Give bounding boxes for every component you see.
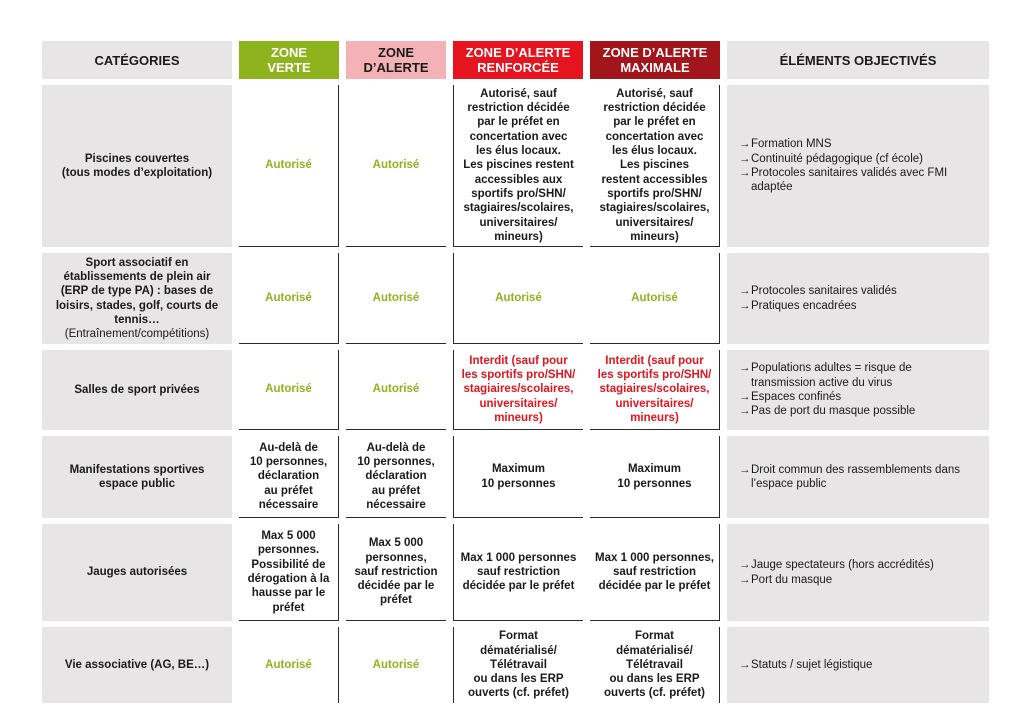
- text-line: stagiaires/scolaires,: [463, 202, 574, 215]
- elements-list: [739, 137, 977, 194]
- text-line: par le préfet en: [477, 116, 560, 129]
- list-item: [739, 361, 977, 390]
- text-line: sportifs pro/SHN/: [471, 187, 566, 200]
- category-line: Manifestations sportives: [69, 463, 205, 476]
- text-line: Maximum: [627, 463, 682, 476]
- text-line: dérogation à la: [247, 573, 330, 585]
- text-line: restriction décidée: [603, 102, 706, 115]
- text-line: Possibilité de: [251, 558, 326, 571]
- text-line: Format: [635, 630, 674, 643]
- text-line: mineurs): [494, 230, 543, 243]
- text-line: Format: [499, 630, 538, 643]
- text-line: restriction décidée: [467, 102, 570, 115]
- list-item-text: Droit commun des rassemblements dans l’espace public: [751, 463, 960, 490]
- cell-elements: [727, 350, 989, 430]
- header-zone-verte-line: ZONE: [270, 45, 308, 60]
- arrow-right-icon: →: [739, 285, 751, 298]
- text-line: Autorisé, sauf: [480, 87, 557, 100]
- text-line: dématérialisé/: [616, 644, 693, 657]
- cell-maximale: [590, 350, 720, 430]
- arrow-right-icon: →: [739, 559, 751, 572]
- category-line: Piscines couvertes: [84, 152, 190, 165]
- cell-renforcee: [453, 85, 583, 247]
- text-line: sauf restriction: [354, 565, 438, 578]
- text-line: universitaires/: [615, 397, 694, 410]
- list-item-text: Pratiques encadrées: [751, 299, 857, 312]
- list-item: [739, 299, 897, 313]
- category-line: loisirs, stades, golf, courts de: [55, 299, 219, 312]
- text-line: Max 1 000 personnes,: [595, 551, 714, 564]
- cell-verte: [239, 436, 339, 518]
- arrow-right-icon: →: [739, 362, 751, 375]
- cell-alerte: Autorisé: [346, 85, 446, 247]
- list-item: [739, 166, 977, 195]
- text-line: personnes.: [257, 544, 320, 557]
- cell-alerte: Autorisé: [372, 658, 420, 671]
- text-line: universitaires/: [479, 397, 558, 410]
- list-item: [739, 390, 977, 404]
- cell-maximale: [590, 524, 720, 621]
- elements-list: [739, 658, 872, 672]
- row-category: [42, 436, 232, 518]
- header-elements: ÉLÉMENTS OBJECTIVÉS: [727, 41, 989, 79]
- cell-elements: [727, 85, 989, 247]
- text-line: les élus locaux.: [475, 145, 561, 158]
- list-item-text: Jauge spectateurs (hors accrédités): [751, 559, 934, 572]
- text-line: 10 personnes: [617, 477, 692, 490]
- text-line: concertation avec: [469, 130, 568, 143]
- text-line: Max 5 000: [368, 537, 424, 550]
- header-zone-renforcee-line: ZONE D’ALERTE: [465, 45, 571, 60]
- text-line: Max 5 000: [261, 530, 316, 543]
- cell-renforcee: [453, 627, 583, 703]
- list-item-text: Populations adultes = risque de transmission active du virus: [751, 362, 912, 389]
- header-zone-maximale: [590, 41, 720, 79]
- list-item-text: Espaces confinés: [751, 391, 842, 403]
- header-zone-renforcee: [453, 41, 583, 79]
- arrow-right-icon: →: [739, 299, 751, 312]
- text-line: sauf restriction: [476, 565, 561, 578]
- text-line: Au-delà de: [259, 441, 318, 454]
- cell-renforcee: Autorisé: [453, 253, 583, 344]
- text-line: sportifs pro/SHN/: [607, 187, 702, 200]
- row-category: [42, 85, 232, 247]
- text-line: stagiaires/scolaires,: [599, 202, 710, 215]
- category-line: (tous modes d’exploitation): [61, 167, 213, 179]
- cell-renforcee: [453, 436, 583, 518]
- zones-table: [42, 41, 990, 703]
- cell-elements: [727, 524, 989, 621]
- list-item: [739, 573, 934, 587]
- text-line: Télétravail: [626, 658, 683, 671]
- text-line: déclaration: [365, 470, 427, 483]
- category-line: Jauges autorisées: [86, 566, 188, 579]
- text-line: mineurs): [494, 411, 543, 424]
- category-line: Vie associative (AG, BE…): [64, 658, 210, 671]
- text-line: les sportifs pro/SHN/: [597, 369, 712, 382]
- text-line: Interdit (sauf pour: [605, 354, 704, 367]
- text-line: au préfet: [371, 484, 421, 497]
- category-line: Sport associatif en: [85, 256, 189, 269]
- text-line: mineurs): [630, 230, 679, 243]
- cell-elements: [727, 253, 989, 344]
- list-item-text: Continuité pédagogique (cf école): [751, 152, 923, 165]
- list-item-text: Formation MNS: [751, 138, 832, 151]
- cell-verte: Autorisé: [239, 253, 339, 344]
- text-line: décidée par le: [357, 580, 435, 593]
- header-zone-verte: [239, 41, 339, 79]
- text-line: préfet: [272, 601, 305, 614]
- text-line: universitaires/: [615, 216, 694, 229]
- arrow-right-icon: →: [739, 463, 751, 476]
- arrow-right-icon: →: [739, 573, 751, 586]
- text-line: stagiaires/scolaires,: [463, 383, 574, 396]
- text-line: 10 personnes,: [357, 456, 435, 469]
- cell-verte: Autorisé: [239, 627, 339, 703]
- elements-list: [739, 463, 977, 492]
- text-line: déclaration: [257, 470, 320, 483]
- text-line: hausse par le: [251, 587, 326, 600]
- category-line: (ERP de type PA) : bases de: [60, 285, 214, 298]
- text-line: personnes,: [365, 551, 427, 564]
- cell-renforcee: [453, 524, 583, 621]
- header-categories: CATÉGORIES: [42, 41, 232, 79]
- elements-list: [739, 284, 897, 313]
- category-line: espace public: [98, 478, 176, 490]
- cell-maximale: [590, 436, 720, 518]
- text-line: les élus locaux.: [611, 145, 697, 158]
- header-zone-alerte-line: ZONE: [377, 45, 415, 60]
- text-line: décidée par le préfet: [598, 580, 711, 593]
- header-zone-alerte-line: D’ALERTE: [363, 60, 429, 75]
- text-line: accessibles aux: [474, 173, 563, 186]
- category-line: Salles de sport privées: [74, 383, 200, 396]
- text-line: ou dans les ERP: [609, 673, 700, 686]
- row-category: [42, 627, 232, 703]
- cell-maximale: [590, 85, 720, 247]
- row-category: [42, 524, 232, 621]
- cell-elements: [727, 436, 989, 518]
- category-line: établissements de plein air: [63, 270, 211, 283]
- arrow-right-icon: →: [739, 658, 751, 671]
- arrow-right-icon: →: [739, 167, 751, 179]
- cell-alerte: Autorisé: [346, 253, 446, 344]
- cell-maximale: Autorisé: [590, 253, 720, 344]
- cell-verte: [239, 524, 339, 621]
- cell-alerte: Autorisé: [346, 350, 446, 430]
- text-line: mineurs): [630, 411, 679, 424]
- cell-alerte: [346, 436, 446, 518]
- header-zone-maximale-line: MAXIMALE: [620, 60, 690, 75]
- text-line: Autorisé, sauf: [616, 87, 693, 100]
- list-item-text: Statuts / sujet légistique: [751, 658, 873, 671]
- elements-list: [739, 361, 977, 418]
- list-item-text: Protocoles sanitaires validés: [751, 285, 897, 298]
- header-zone-maximale-line: ZONE D’ALERTE: [602, 45, 708, 60]
- text-line: Maximum: [491, 463, 546, 476]
- text-line: Les piscines: [619, 159, 690, 172]
- text-line: nécessaire: [258, 498, 319, 511]
- row-category: [42, 253, 232, 344]
- list-item: [739, 658, 872, 672]
- list-item: [739, 463, 977, 492]
- text-line: décidée par le préfet: [462, 580, 575, 593]
- list-item: [739, 558, 934, 572]
- text-line: Télétravail: [490, 658, 547, 671]
- list-item-text: Protocoles sanitaires validés avec FMI adaptée: [751, 167, 948, 194]
- cell-alerte: [346, 524, 446, 621]
- cell-renforcee: [453, 350, 583, 430]
- text-line: Interdit (sauf pour: [469, 354, 568, 367]
- cell-verte: Autorisé: [239, 350, 339, 430]
- elements-list: [739, 558, 934, 587]
- category-subline: (Entraînement/compétitions): [64, 328, 210, 341]
- list-item: [739, 284, 897, 298]
- text-line: Les piscines restent: [463, 159, 574, 172]
- row-category: [42, 350, 232, 430]
- header-zone-verte-line: VERTE: [267, 60, 311, 75]
- text-line: nécessaire: [366, 498, 426, 511]
- text-line: dématérialisé/: [480, 644, 557, 657]
- text-line: sauf restriction: [612, 565, 697, 578]
- text-line: concertation avec: [605, 130, 704, 143]
- text-line: au préfet: [264, 484, 313, 497]
- arrow-right-icon: →: [739, 138, 751, 151]
- text-line: ouverts (cf. préfet): [604, 687, 705, 700]
- text-line: Max 1 000 personnes: [460, 551, 577, 564]
- list-item-text: Port du masque: [751, 573, 833, 586]
- arrow-right-icon: →: [739, 391, 751, 403]
- text-line: universitaires/: [479, 216, 558, 229]
- list-item: [739, 404, 977, 418]
- text-line: stagiaires/scolaires,: [599, 383, 710, 396]
- category-line: tennis…: [114, 313, 160, 326]
- text-line: les sportifs pro/SHN/: [461, 369, 576, 382]
- header-zone-renforcee-line: RENFORCÉE: [477, 60, 559, 75]
- text-line: Au-delà de: [366, 441, 426, 454]
- list-item-text: Pas de port du masque possible: [751, 405, 916, 418]
- header-zone-alerte: [346, 41, 446, 79]
- cell-verte: Autorisé: [239, 85, 339, 247]
- text-line: 10 personnes: [481, 477, 556, 490]
- cell-elements: [727, 627, 989, 703]
- list-item: [739, 152, 977, 166]
- arrow-right-icon: →: [739, 152, 751, 165]
- text-line: restent accessibles: [601, 173, 708, 186]
- list-item: [739, 137, 977, 151]
- cell-maximale: [590, 627, 720, 703]
- arrow-right-icon: →: [739, 405, 751, 418]
- text-line: 10 personnes,: [249, 456, 328, 469]
- text-line: ouverts (cf. préfet): [468, 687, 569, 700]
- text-line: préfet: [380, 594, 412, 607]
- text-line: ou dans les ERP: [473, 673, 564, 686]
- text-line: par le préfet en: [613, 116, 696, 129]
